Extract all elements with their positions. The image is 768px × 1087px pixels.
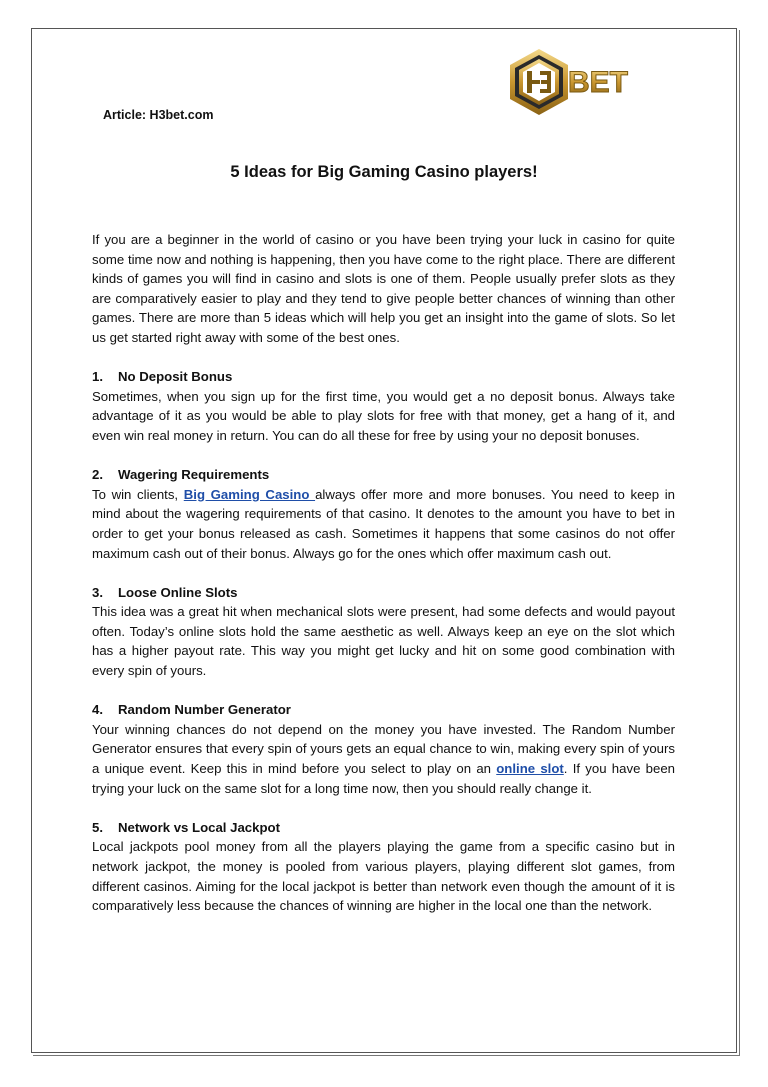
h3bet-logo — [506, 47, 656, 117]
section-number: 5. — [92, 819, 103, 835]
svg-text:BET: BET — [568, 66, 628, 99]
section-title: Random Number Generator — [118, 702, 291, 718]
section-network-vs-local-jackpot — [92, 818, 675, 916]
h3bet-logo-icon — [506, 47, 656, 117]
section-number: 2. — [92, 467, 103, 483]
section-text: This idea was a great hit when mechanical slots were present, had some defects and would payout often. Today’s online slots hold the same aesthetic as well. Always keep an eye on the slot which has a higher payout rate. This way you might get lucky and hit on some good combination with every spin of yours. — [92, 604, 675, 679]
section-number: 4. — [92, 702, 103, 718]
section-text — [92, 720, 675, 798]
page-title: 5 Ideas for Big Gaming Casino players! — [230, 163, 538, 181]
article-body — [92, 230, 675, 916]
big-gaming-casino-link[interactable]: Big Gaming Casino — [183, 486, 316, 502]
section-title: Network vs Local Jackpot — [118, 819, 280, 835]
section-text: Sometimes, when you sign up for the first time, you would get a no deposit bonus. Always take advantage of it as you would be able to play slots for free with that money, get a hang of it, and even win real money in return. You can do all these for free by using your no deposit bonuses. — [92, 388, 675, 443]
section-title: Loose Online Slots — [118, 584, 238, 600]
section-no-deposit-bonus — [92, 367, 675, 445]
section-title: Wagering Requirements — [118, 467, 270, 483]
section-text: Local jackpots pool money from all the players playing the game from a specific casino but in network jackpot, the money is pooled from various players, playing different slot games, from different casinos. Aiming for the local jackpot is better than network even though the amount of it is comparatively less because the chances of winning are higher in the local one than the network. — [92, 839, 675, 914]
online-slot-link[interactable]: online slot — [496, 761, 564, 777]
section-heading — [92, 700, 675, 720]
text-run: . If you have been trying your luck on the same slot for a long time now, then you should really change it. — [92, 761, 675, 796]
section-heading — [92, 367, 675, 387]
text-run: Your winning chances do not depend on the money you have invested. The Random Number Generator ensures that every spin of yours gets an equal chance to win, making every spin of yours a unique event. Keep this in mind before you select to play on an — [92, 721, 675, 777]
text-run: To win clients, — [92, 486, 184, 502]
section-heading — [92, 465, 675, 485]
section-heading — [92, 583, 675, 603]
section-text — [92, 485, 675, 563]
section-wagering-requirements — [92, 465, 675, 563]
section-loose-online-slots — [92, 583, 675, 681]
section-random-number-generator — [92, 700, 675, 798]
intro-paragraph: If you are a beginner in the world of casino or you have been trying your luck in casino for quite some time now and nothing is happening, then you have come to the right place. There are different kinds of games you will find in casino and slots is one of them. People usually prefer slots as they are comparatively easier to play and they tend to give people better chances of winning than other games. There are more than 5 ideas which will help you get an insight into the game of slots. So let us get started right away with some of the best ones. — [92, 232, 675, 345]
text-run: always offer more and more bonuses. You need to keep in mind about the wagering requirements of that casino. It denotes to the amount you have to bet in order to get your bonus released as cash. Sometimes it happens that some casinos do not offer maximum cash out of their bonus. Always go for the ones which offer maximum cash out. — [92, 486, 676, 561]
section-heading — [92, 818, 675, 838]
section-title: No Deposit Bonus — [118, 369, 233, 385]
article-source: Article: H3bet.com — [103, 108, 214, 122]
section-number: 3. — [92, 584, 103, 600]
section-number: 1. — [92, 369, 103, 385]
